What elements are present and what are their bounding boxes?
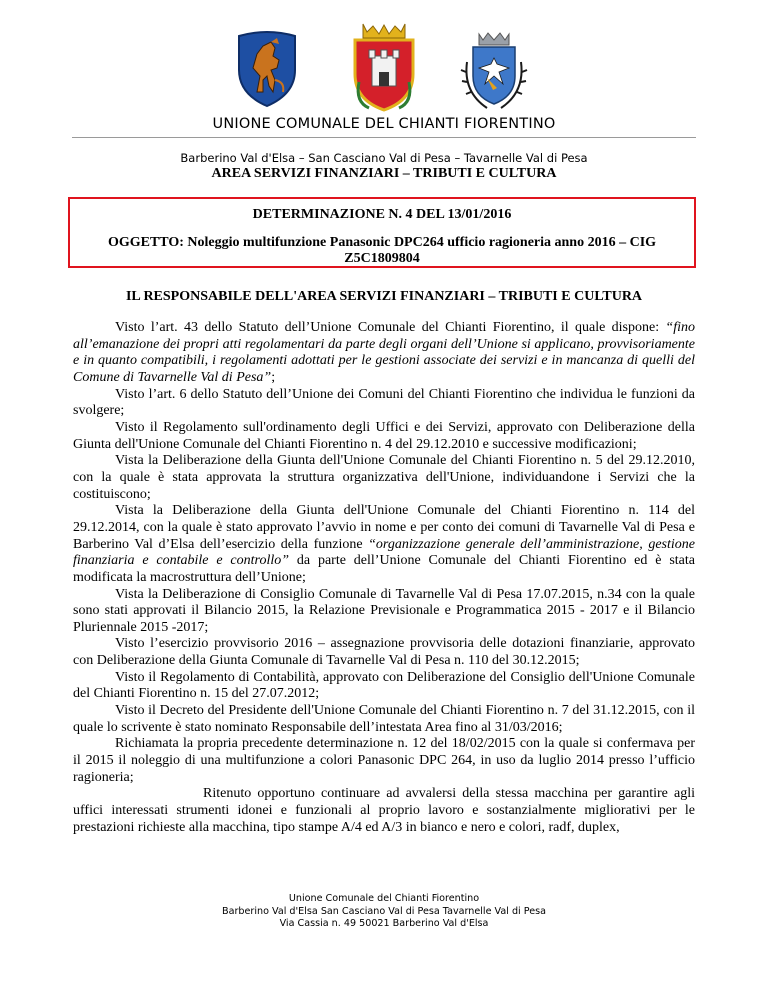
determination-box bbox=[68, 197, 696, 268]
paragraph-text: Vista la Deliberazione della Giunta dell'Unione Comunale del Chianti Fiorentino n. 114 del 29.12.2014, con la quale è stato approvato l’avvio in nome e per conto dei comuni di Tavarnelle Val di Pesa e Barberino Val d’Elsa dell’esercizio della funzione bbox=[73, 503, 695, 552]
function-quote: “organizzazione generale dell’amministrazione, gestione finanziaria e contabile e controllo” bbox=[73, 536, 695, 569]
determination-number: DETERMINAZIONE N. 4 DEL 13/01/2016 bbox=[252, 207, 512, 222]
paragraph-text: ; bbox=[271, 369, 276, 385]
paragraph: Vista la Deliberazione di Consiglio Comunale di Tavarnelle Val di Pesa 17.07.2015, n.34 con la quale sono stati approvati il Bilancio 2015, la Relazione Previsionale e Programmatica 2015 - 2017 e il Bilancio Pluriennale 2015 -2017; bbox=[73, 586, 695, 635]
header-divider bbox=[72, 137, 696, 138]
responsible-title: IL RESPONSABILE DELL'AREA SERVIZI FINANZIARI – TRIBUTI E CULTURA bbox=[125, 289, 643, 304]
municipalities-line: Barberino Val d'Elsa – San Casciano Val di Pesa – Tavarnelle Val di Pesa bbox=[180, 151, 588, 165]
paragraph: Richiamata la propria precedente determinazione n. 12 del 18/02/2015 con la quale si confermava per il 2015 il noleggio di una multifunzione a colori Panasonic DPC 264, in uso da luglio 2014 presso l’ufficio ragioneria; bbox=[73, 736, 695, 785]
eagle-shield-crest-icon bbox=[457, 28, 531, 112]
crests-row bbox=[0, 22, 768, 114]
paragraph: Visto il Regolamento di Contabilità, approvato con Deliberazione del Consiglio dell'Unione Comunale del Chianti Fiorentino n. 15 del 27.07.2012; bbox=[73, 669, 695, 702]
area-title: AREA SERVIZI FINANZIARI – TRIBUTI E CULTURA bbox=[211, 166, 557, 181]
page-footer bbox=[0, 893, 768, 931]
org-title: UNIONE COMUNALE DEL CHIANTI FIORENTINO bbox=[212, 116, 556, 132]
footer-line: Unione Comunale del Chianti Fiorentino bbox=[288, 893, 480, 904]
paragraph: Visto l’art. 6 dello Statuto dell’Unione dei Comuni del Chianti Fiorentino che individua le funzioni da svolgere; bbox=[73, 386, 695, 419]
paragraph-text: Visto l’art. 43 dello Statuto dell’Unione Comunale del Chianti Fiorentino, il quale dispone: bbox=[115, 320, 666, 335]
determination-subject: OGGETTO: Noleggio multifunzione Panasonic DPC264 ufficio ragioneria anno 2016 – CIG Z5C1809804 bbox=[107, 235, 657, 266]
paragraph: Visto il Decreto del Presidente dell'Unione Comunale del Chianti Fiorentino n. 7 del 31.12.2015, con il quale lo scrivente è stato nominato Responsabile dell’intestata Area fino al 31/03/2016; bbox=[73, 703, 695, 735]
paragraph: Ritenuto opportuno continuare ad avvalersi della stessa macchina per garantire agli uffici interessati strumenti idonei e funzionali al proprio lavoro e sostanzialmente migliorativi per le prestazioni richieste alla macchina, tipo stampe A/4 ed A/3 in bianco e nero e colori, radf, duplex, bbox=[73, 786, 695, 835]
paragraph: Vista la Deliberazione della Giunta dell'Unione Comunale del Chianti Fiorentino n. 5 del 29.12.2010, con la quale è stata approvata la struttura organizzativa dell'Unione, individuandone i Servizi che la costituiscono; bbox=[73, 453, 695, 502]
castle-crown-crest-icon bbox=[345, 22, 423, 112]
lion-shield-crest-icon bbox=[233, 30, 301, 108]
paragraph: Visto il Regolamento sull'ordinamento degli Uffici e dei Servizi, approvato con Deliberazione della Giunta dell'Unione Comunale del Chianti Fiorentino n. 4 del 29.12.2010 e successive modificazioni; bbox=[73, 419, 695, 452]
paragraph bbox=[73, 503, 695, 586]
footer-line: Barberino Val d'Elsa San Casciano Val di Pesa Tavarnelle Val di Pesa bbox=[222, 905, 546, 917]
document-body bbox=[73, 320, 695, 836]
paragraph bbox=[73, 320, 695, 387]
footer-line: Via Cassia n. 49 50021 Barberino Val d'Elsa bbox=[279, 918, 489, 929]
paragraph-text: da parte dell’Unione Comunale del Chianti Fiorentino ed è stata modificata la macrostruttura dell’Unione; bbox=[73, 553, 695, 585]
statute-quote: “fino all’emanazione dei propri atti regolamentari da parte degli organi dell’Unione si applicano, provvisoriamente e in quanto compatibili, i regolamenti adottati per le gestioni associate dei servizi e in mancanza di quelli del Comune di Tavarnelle Val di Pesa” bbox=[73, 320, 695, 385]
paragraph: Visto l’esercizio provvisorio 2016 – assegnazione provvisoria delle dotazioni finanziarie, approvato con Deliberazione della Giunta Comunale di Tavarnelle Val di Pesa n. 110 del 30.12.2015; bbox=[73, 636, 695, 669]
